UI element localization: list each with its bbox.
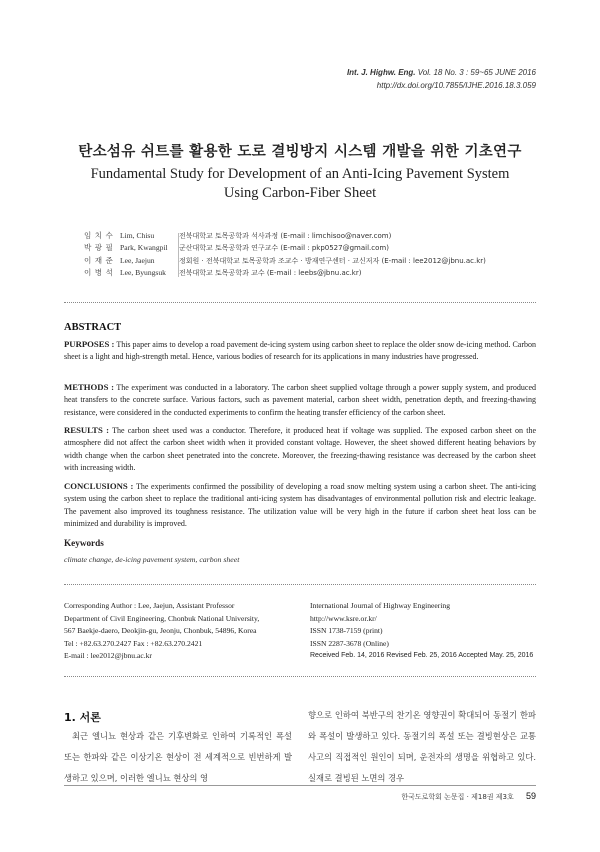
journal-info-block bbox=[310, 600, 533, 663]
journal-name: International Journal of Highway Engineering bbox=[310, 601, 451, 610]
author-name-korean: 이 병 석 bbox=[84, 267, 114, 277]
author-affiliation: 전북대학교 토목공학과 석사과정 (E-mail : limchisoo@naver.com) bbox=[179, 232, 392, 240]
footer-rule bbox=[64, 785, 536, 786]
corresponding-line: Department of Civil Engineering, Chonbuk National University, bbox=[64, 613, 260, 623]
corresponding-line: Tel : +82.63.270.2427 Fax : +82.63.270.2421 bbox=[64, 638, 203, 648]
conclusions-text: The experiments confirmed the possibility of developing a road snow melting system using a carbon sheet. The anti-icing system using the carbon sheet to replace the traditional anti-icing system has disadvantages of environmental pollution risk and electric leakage. The pavement also improved its toughness resistance. The utilization value will be very high in the future if carbon sheet heat loss can be minimized and durability is improved. bbox=[64, 482, 537, 528]
body-column-left: 최근 엘니뇨 현상과 같은 기후변화로 인하여 기록적인 폭설 또는 한파와 같은 이상기온 현상이 전 세계적으로 빈번하게 발생하고 있으며, 이러한 엘니뇨 현상의 영 bbox=[64, 731, 292, 783]
body-column-right: 향으로 인하여 북반구의 찬기온 영향권이 확대되어 동절기 한파와 폭설이 발생하고 있다. 동절기의 폭설 또는 결빙현상은 교통사고의 직접적인 원인이 되며, 운전자의 생명을 위협하고 있다. 실재로 결빙된 노면의 경우 bbox=[308, 710, 536, 783]
journal-volume: Vol. 18 No. 3 : 59~65 JUNE 2016 bbox=[417, 68, 536, 77]
accepted-label: Accepted bbox=[458, 652, 488, 659]
title-english bbox=[60, 165, 540, 203]
corresponding-line: 567 Baekje-daero, Deokjin-gu, Jeonju, Chonbuk, 54896, Korea bbox=[64, 626, 257, 635]
corresponding-author-block bbox=[64, 600, 259, 663]
author-row bbox=[84, 267, 486, 279]
page-number: 59 bbox=[525, 791, 536, 801]
methods-text: The experiment was conducted in a laboratory. The carbon sheet supplied voltage through a power supply system, and produced heat transfers to the concrete surface. Various factors, such as pavement material, carbon sheet width, penetration depth, and freezing-thawing resistance, were considered in the conducted experiments to confirm the heating transfer efficiency of the carbon sheet. bbox=[64, 383, 536, 417]
author-name-english: Park, Kwangpil bbox=[120, 243, 168, 253]
journal-citation bbox=[347, 66, 536, 79]
page-footer bbox=[401, 791, 536, 802]
abstract-results bbox=[64, 424, 536, 474]
accepted-date: May. 25, 2016 bbox=[489, 652, 534, 659]
author-name-korean: 이 재 준 bbox=[84, 255, 114, 265]
divider-dotted bbox=[64, 302, 536, 303]
author-name-english: Lee, Jaejun bbox=[120, 255, 155, 265]
received-date: Feb. 14, 2016 bbox=[341, 652, 385, 659]
author-row bbox=[84, 242, 486, 254]
author-affiliation: 정회원 · 전북대학교 토목공학과 조교수 · 방재연구센터 · 교신저자 (E-mail : lee2012@jbnu.ac.kr) bbox=[179, 256, 486, 265]
title-korean: 탄소섬유 쉬트를 활용한 도로 결빙방지 시스템 개발을 위한 기초연구 bbox=[78, 144, 522, 160]
author-list bbox=[84, 230, 486, 279]
corresponding-line: Corresponding Author : Lee, Jaejun, Assistant Professor bbox=[64, 601, 235, 610]
author-name-korean: 임 치 수 bbox=[84, 231, 114, 240]
author-row bbox=[84, 255, 486, 267]
abstract-conclusions bbox=[64, 480, 536, 530]
footer-journal: 한국도로학회 논문집 · 제18권 제3호 bbox=[401, 793, 514, 801]
abstract-purposes bbox=[64, 338, 536, 364]
submission-dates bbox=[310, 650, 533, 663]
methods-label: METHODS : bbox=[64, 382, 114, 392]
issn-online: ISSN 2287-3678 (Online) bbox=[310, 638, 389, 648]
revised-date: Feb. 25, 2016 bbox=[413, 652, 457, 659]
journal-abbr: Int. J. Highw. Eng. bbox=[346, 68, 416, 77]
running-header bbox=[347, 66, 536, 92]
author-name-english: Lee, Byungsuk bbox=[120, 267, 166, 277]
abstract-heading: ABSTRACT bbox=[64, 322, 122, 333]
corresponding-email: E-mail : lee2012@jbnu.ac.kr bbox=[64, 651, 152, 660]
author-row bbox=[84, 230, 486, 242]
purposes-label: PURPOSES : bbox=[64, 339, 115, 349]
title-english-line1: Fundamental Study for Development of an Anti-Icing Pavement System bbox=[90, 166, 510, 182]
divider-dotted bbox=[64, 676, 536, 677]
results-label: RESULTS : bbox=[64, 425, 110, 435]
section-heading: 1. 서론 bbox=[64, 711, 101, 724]
author-affiliation: 군산대학교 토목공학과 연구교수 (E-mail : pkp0527@gmail.com) bbox=[179, 244, 389, 253]
author-name-korean: 박 광 필 bbox=[84, 243, 114, 253]
results-text: The carbon sheet used was a conductor. Therefore, it produced heat if voltage was supplied. The exposed carbon sheet on the atmosphere did not affect the carbon sheet width when it provided constant voltage. However, the sheet showed different heating behaviors by width change when the carbon sheet penetrated into the concrete. Moreover, the freezing-thawing resistance was decreased by the carbon sheet with increasing width. bbox=[64, 426, 536, 472]
author-name-english: Lim, Chisu bbox=[120, 231, 155, 240]
abstract-methods bbox=[64, 381, 536, 419]
doi-link[interactable]: http://dx.doi.org/10.7855/IJHE.2016.18.3.059 bbox=[376, 81, 536, 90]
issn-print: ISSN 1738-7159 (print) bbox=[310, 626, 383, 635]
journal-url[interactable]: http://www.ksre.or.kr/ bbox=[310, 613, 377, 623]
conclusions-label: CONCLUSIONS : bbox=[64, 481, 134, 491]
author-affiliation: 전북대학교 토목공학과 교수 (E-mail : leebs@jbnu.ac.kr) bbox=[179, 268, 362, 277]
keywords-heading: Keywords bbox=[64, 538, 104, 548]
received-label: Received bbox=[310, 652, 340, 659]
purposes-text: This paper aims to develop a road pavement de-icing system using carbon sheet to replace the older snow de-icing method. Carbon sheet is a light and high-strength metal. Hence, various bodies of research for its applications in many industries have progressed. bbox=[64, 340, 536, 362]
title-english-line2: Using Carbon-Fiber Sheet bbox=[223, 185, 377, 201]
divider-dotted bbox=[64, 584, 536, 585]
revised-label: Revised bbox=[386, 652, 412, 659]
keywords-text: climate change, de-icing pavement system, carbon sheet bbox=[64, 555, 240, 564]
